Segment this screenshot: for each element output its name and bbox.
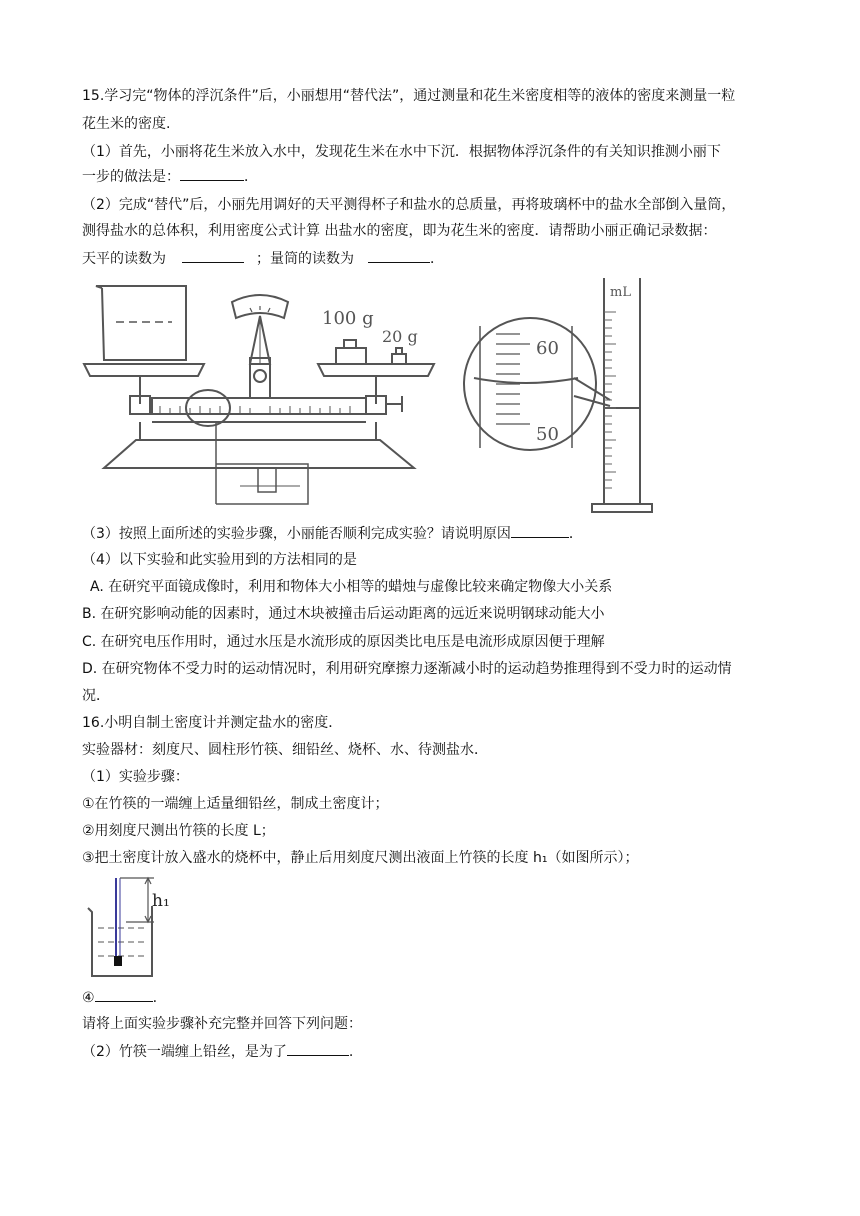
weight-100g-label: 100 g xyxy=(322,308,374,329)
q16-steps-label: （1）实验步骤： xyxy=(82,769,189,785)
balance-beam-icon xyxy=(152,398,366,414)
cylinder-reading-label: ；量筒的读数为 xyxy=(256,251,354,267)
q15-part1-prompt: 一步的做法是： xyxy=(82,169,180,185)
q16-step4-num: ④ xyxy=(82,990,95,1006)
q16-instruction: 请将上面实验步骤补充完整并回答下列问题： xyxy=(82,1016,362,1032)
q16-part2-answer-blank[interactable] xyxy=(287,1041,349,1056)
cylinder-reading-blank[interactable] xyxy=(368,248,430,263)
magnifier-circle-icon xyxy=(464,318,596,450)
option-a[interactable]: A. 在研究平面镜成像时，利用和物体大小相等的蜡烛与虚像比较来确定物像大小关系 xyxy=(90,579,613,595)
q16-step1: ①在竹筷的一端缠上适量细铅丝，制成土密度计； xyxy=(82,796,389,812)
rider-highlight-icon xyxy=(186,390,230,426)
balance-and-cylinder-figure xyxy=(80,272,680,518)
q15-part2-line1: （2）完成“替代”后，小丽先用调好的天平测得杯子和盐水的总质量，再将玻璃杯中的盐水全部倒入量筒， xyxy=(82,197,736,213)
option-d-line1[interactable]: D. 在研究物体不受力时的运动情况时，利用研究摩擦力逐渐减小时的运动趋势推理得到不受力时的运动情 xyxy=(82,661,732,677)
cylinder-unit-label: mL xyxy=(610,285,631,300)
q15-part2-line3 xyxy=(82,248,782,269)
q16-part2-line xyxy=(82,1041,782,1062)
q15-part2-end: ． xyxy=(430,251,444,267)
q15-part3-text: （3）按照上面所述的实验步骤，小丽能否顺利完成实验？请说明原因 xyxy=(82,526,511,542)
q16-materials: 实验器材：刻度尺、圆柱形竹筷、细铅丝、烧杯、水、待测盐水． xyxy=(82,742,488,758)
q16-part2-end: . xyxy=(348,1044,354,1060)
lead-wire-icon xyxy=(114,956,122,966)
right-pan-icon xyxy=(318,364,434,376)
balance-reading-label: 天平的读数为 xyxy=(82,251,166,267)
q16-step4-end: . xyxy=(152,990,158,1006)
weight-20g-icon xyxy=(392,354,406,364)
q15-part1-line1: （1）首先，小丽将花生米放入水中，发现花生米在水中下沉．根据物体浮沉条件的有关知识推测小丽下 xyxy=(82,144,721,160)
weight-100g-icon xyxy=(336,348,366,364)
q16-step4-answer-blank[interactable] xyxy=(95,987,153,1002)
density-meter-figure xyxy=(82,872,182,982)
q15-intro-line1: 15.学习完“物体的浮沉条件”后，小丽想用“替代法”，通过测量和花生米密度相等的液体的密度来测量一粒 xyxy=(82,88,736,104)
q15-part3-answer-blank[interactable] xyxy=(511,523,569,538)
q16-part2-text: （2）竹筷一端缠上铅丝，是为了 xyxy=(82,1044,287,1060)
q16-title: 16.小明自制土密度计并测定盐水的密度． xyxy=(82,715,343,731)
q15-intro-line2: 花生米的密度. xyxy=(82,116,171,132)
option-c[interactable]: C. 在研究电压作用时，通过水压是水流形成的原因类比电压是电流形成原因便于理解 xyxy=(82,634,605,650)
option-b[interactable]: B. 在研究影响动能的因素时，通过木块被撞击后运动距离的远近来说明钢球动能大小 xyxy=(82,606,605,622)
q16-step3: ③把土密度计放入盛水的烧杯中，静止后用刻度尺测出液面上竹筷的长度 h₁（如图所示）； xyxy=(82,850,639,866)
q15-part1-end: ． xyxy=(244,169,258,185)
beaker-icon xyxy=(96,286,186,360)
weight-20g-label: 20 g xyxy=(382,327,418,346)
h1-label: h₁ xyxy=(152,891,170,911)
left-pan-icon xyxy=(84,364,204,376)
cylinder-mark-50: 50 xyxy=(536,424,559,445)
q15-part2-line2: 测得盐水的总体积，利用密度公式计算 出盐水的密度，即为花生米的密度．请帮助小丽正确记录数据： xyxy=(82,223,717,239)
q15-part4-line: （4）以下实验和此实验用到的方法相同的是 xyxy=(82,552,357,568)
q16-step4 xyxy=(82,987,782,1008)
balance-reading-blank[interactable] xyxy=(182,248,244,263)
q15-part3-end: ． xyxy=(568,526,583,542)
cylinder-mark-60: 60 xyxy=(536,338,559,359)
q15-part1-answer-blank[interactable] xyxy=(180,166,244,181)
q16-step2: ②用刻度尺测出竹筷的长度 L； xyxy=(82,823,275,839)
option-d-line2: 况． xyxy=(82,688,110,704)
q15-part1-line2 xyxy=(82,166,782,187)
q15-part3-line xyxy=(82,523,782,544)
